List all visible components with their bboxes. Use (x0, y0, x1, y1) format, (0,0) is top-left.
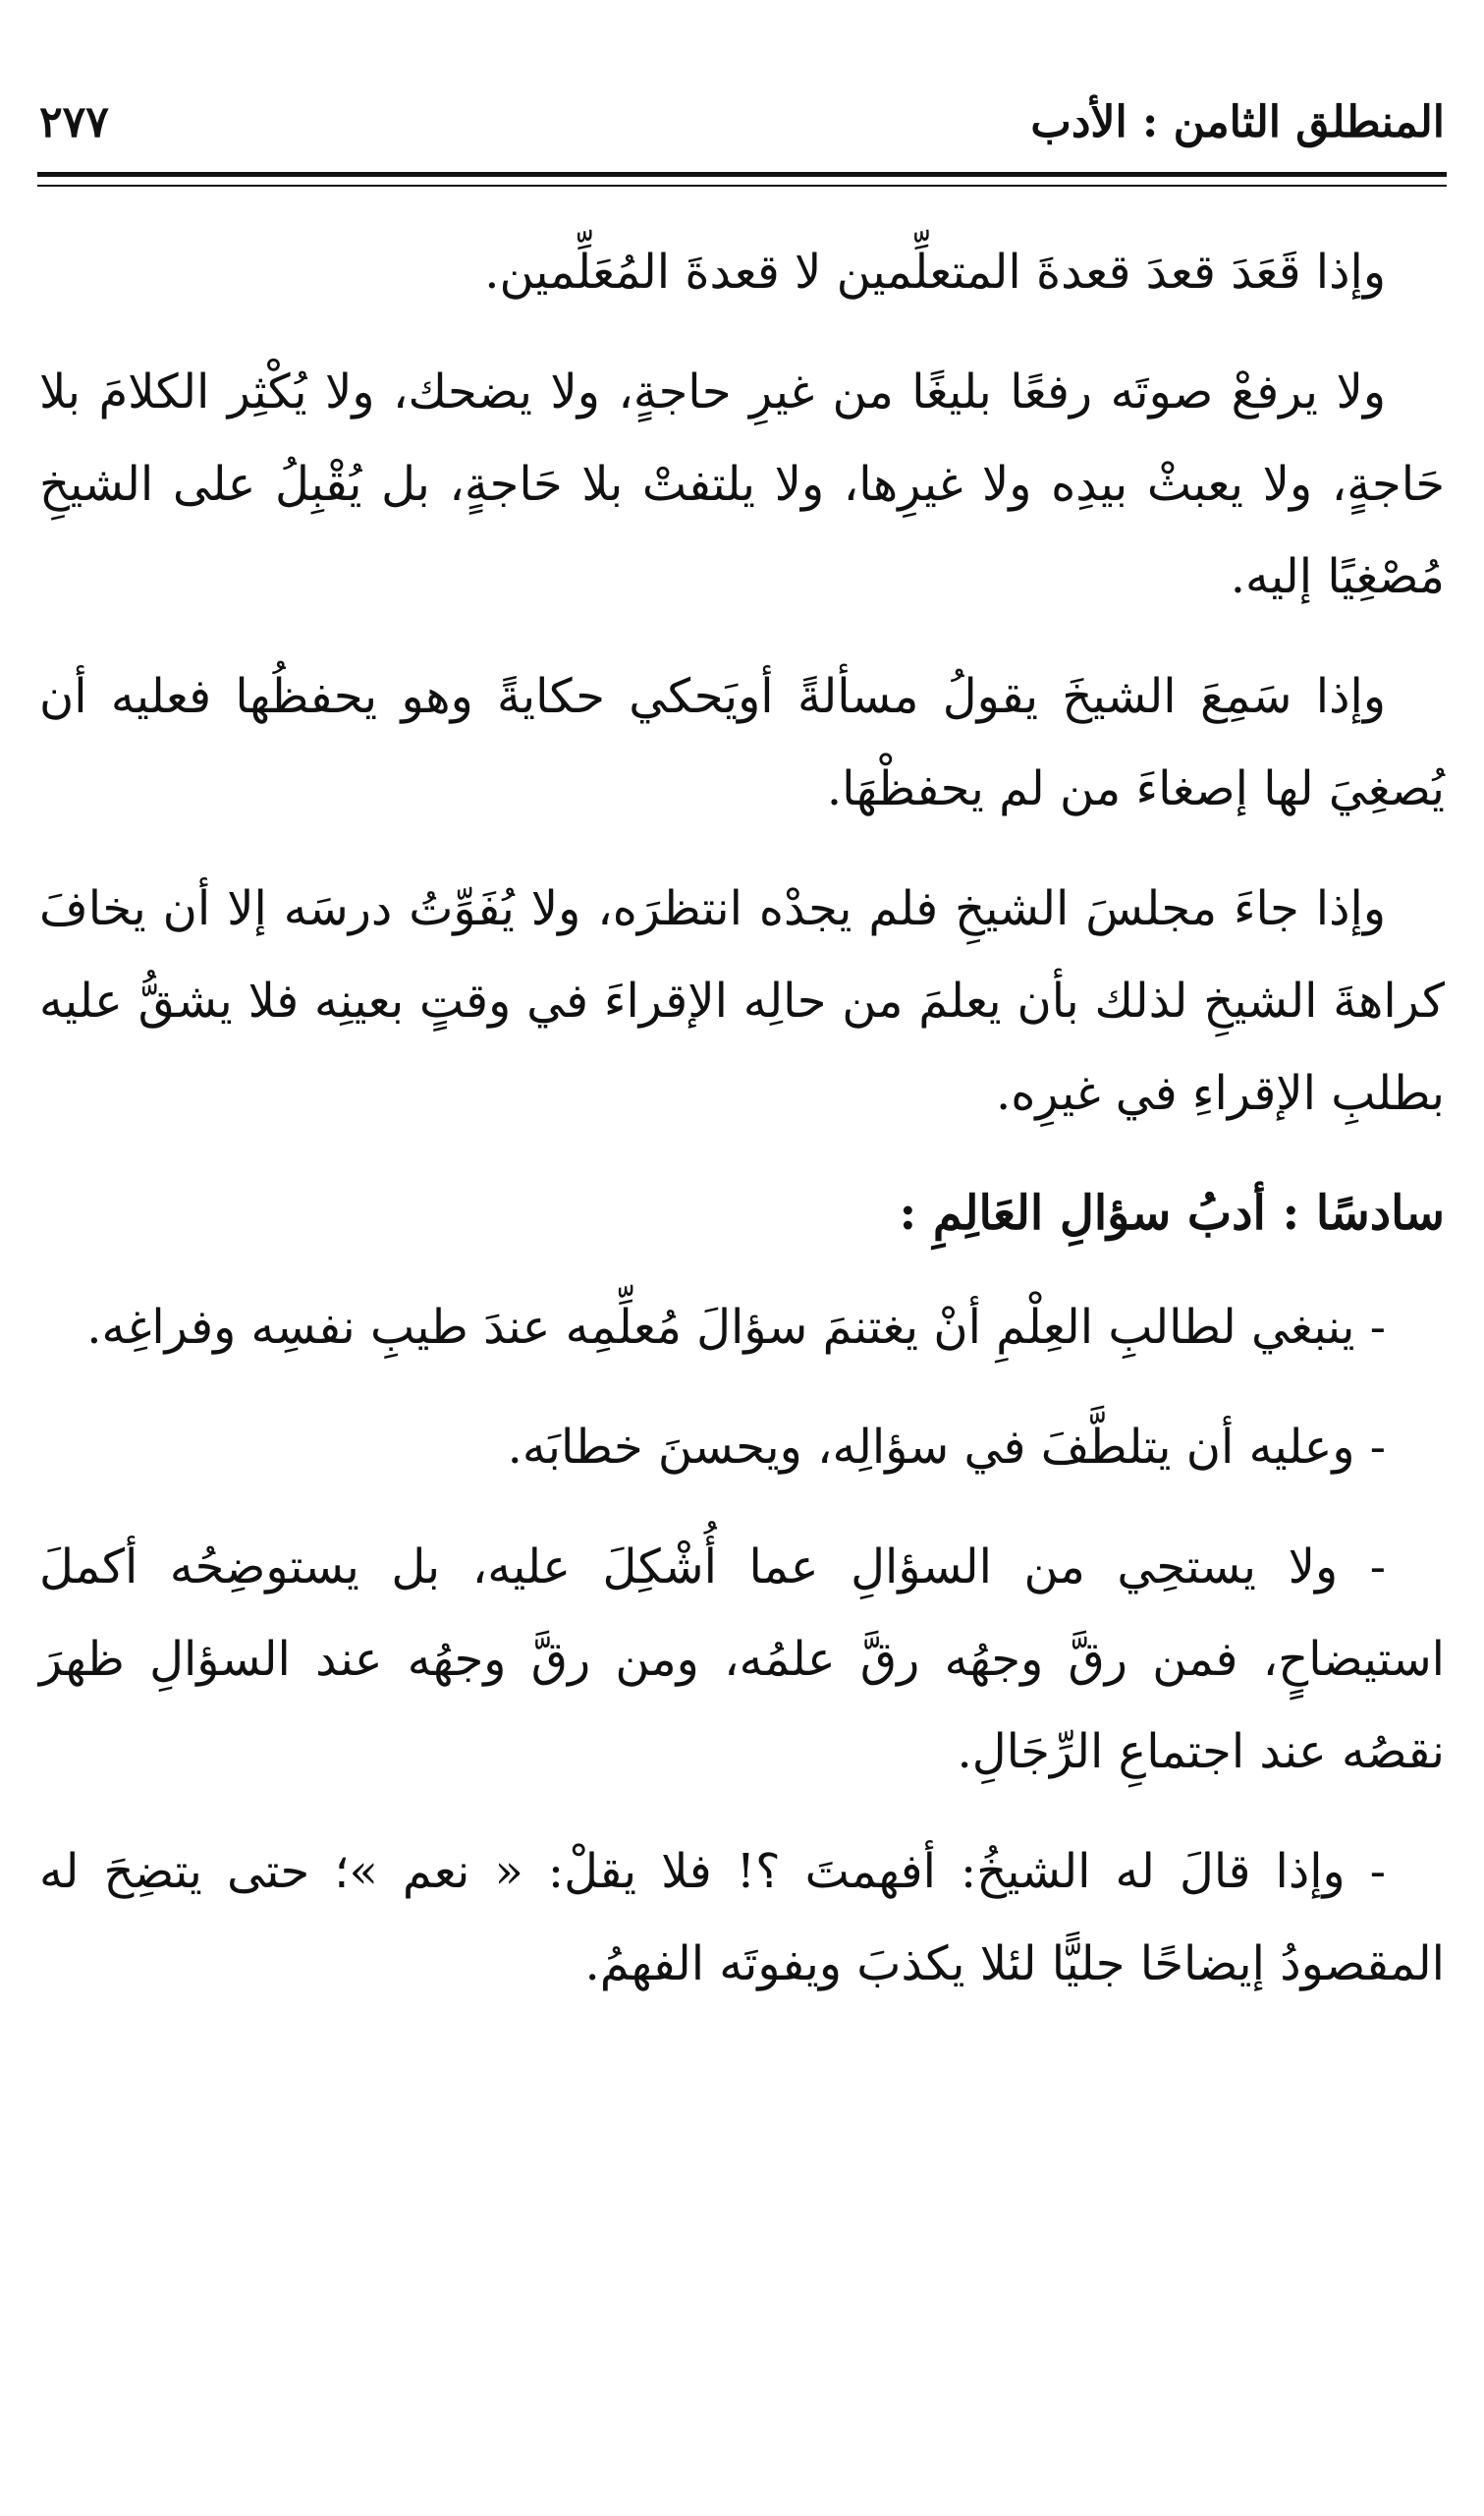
header-rule-thin (37, 185, 1447, 187)
paragraph-no-shyness: - ولا يستحِي من السؤالِ عما أُشْكِلَ عليه، بل يستوضِحُه أكملَ استيضاحٍ، فمن رقَّ وجهُه رقَّ علمُه، ومن رقَّ وجهُه عند السؤالِ ظهرَ نقصُه عند اجتماعِ الرِّجَالِ. (39, 1539, 1445, 1779)
page-number: ٢٧٧ (39, 97, 109, 147)
running-title: المنطلق الثامن : الأدب (1030, 97, 1445, 147)
paragraph-sitting: وإذا قَعَدَ قعدَ قعدةَ المتعلِّمين لا قعدةَ المُعَلِّمين. (484, 245, 1386, 300)
paragraph-politeness: - وعليه أن يتلطَّفَ في سؤالِه، ويحسنَ خطابَه. (507, 1420, 1386, 1475)
paragraph-waiting: وإذا جاءَ مجلسَ الشيخِ فلم يجدْه انتظرَه، ولا يُفَوِّتُ درسَه إلا أن يخافَ كراهةَ الشيخِ لذلك بأن يعلمَ من حالِه الإقراءَ في وقتٍ بعينِه فلا يشقُّ عليه بطلبِ الإقراءِ في غيرِه. (39, 881, 1445, 1121)
header-rule-thick (37, 172, 1447, 177)
paragraph-opportunity: - ينبغي لطالبِ العِلْمِ أنْ يغتنمَ سؤالَ مُعلِّمِه عندَ طيبِ نفسِه وفراغِه. (86, 1300, 1386, 1355)
paragraph-listening: وإذا سَمِعَ الشيخَ يقولُ مسألةً أويَحكي حكايةً وهو يحفظُها فعليه أن يُصغِيَ لها إصغاءَ من لم يحفظْهَا. (39, 669, 1445, 816)
paragraph-understanding: - وإذا قالَ له الشيخُ: أفهمتَ ؟! فلا يقلْ: « نعم »؛ حتى يتضِحَ له المقصودُ إيضاحًا جليًّا لئلا يكذبَ ويفوتَه الفهمُ. (39, 1844, 1445, 1991)
page-body (39, 226, 1445, 2038)
section-heading: سادسًا : أدبُ سؤالِ العَالِمِ : (899, 1186, 1445, 1241)
paragraph-voice: ولا يرفعْ صوتَه رفعًا بليغًا من غيرِ حاجةٍ، ولا يضحك، ولا يُكْثِر الكلامَ بلا حَاجةٍ، ولا يعبثْ بيدِه ولا غيرِها، ولا يلتفتْ بلا حَاجةٍ، بل يُقْبِلُ على الشيخِ مُصْغِيًا إليه. (39, 364, 1445, 604)
page-header (39, 93, 1445, 152)
